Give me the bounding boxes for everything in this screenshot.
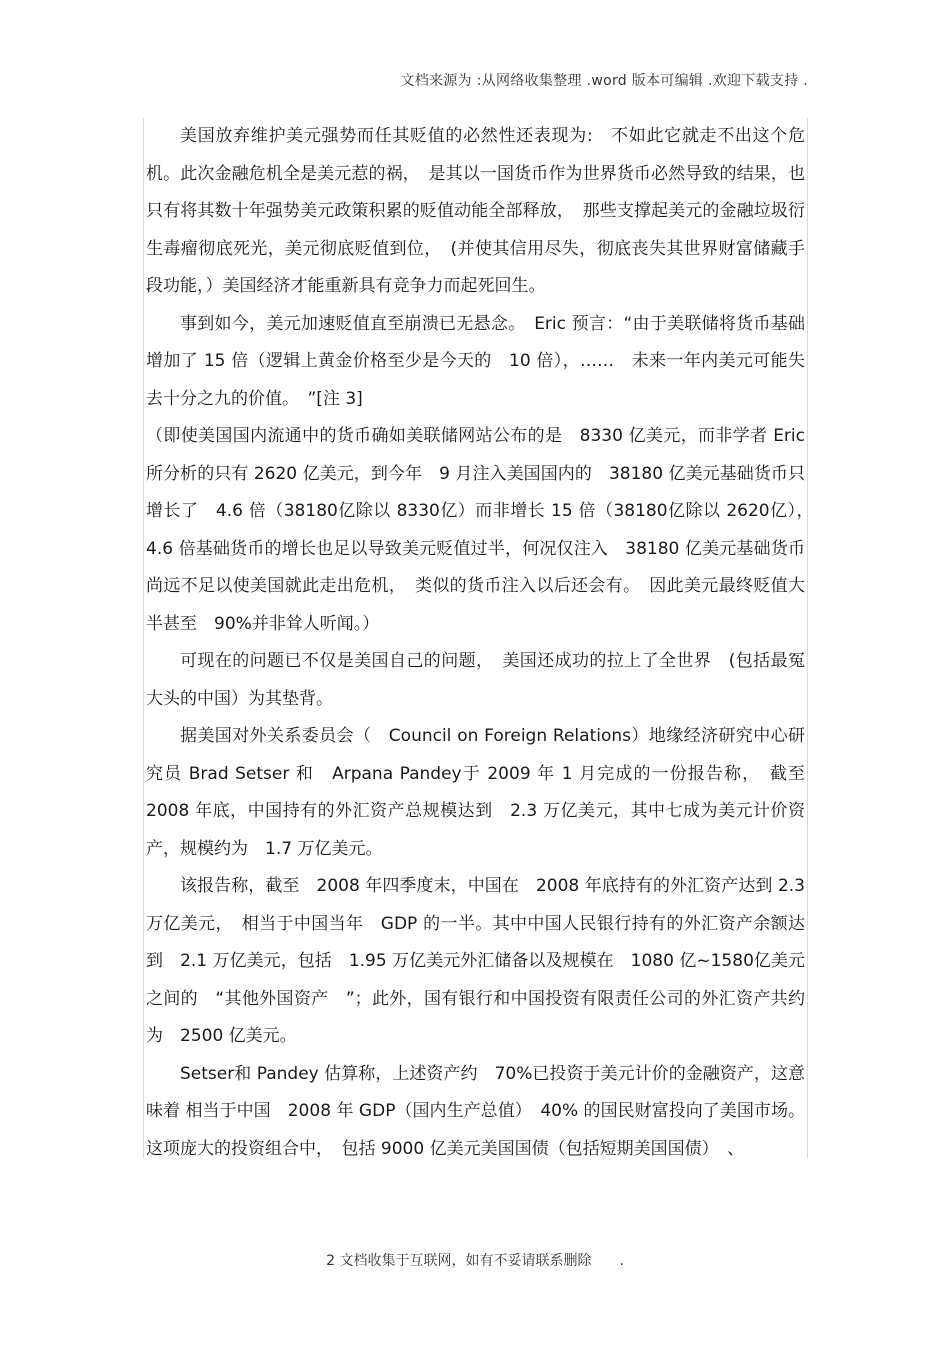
paragraph-2: 事到如今，美元加速贬值直至崩溃已无悬念。 Eric 预言：“由于美联储将货币基础增加了 15 倍（逻辑上黄金价格至少是今天的 10 倍），…… 未来一年内美元可能失去十分之九的价值。 ”[注 3] [146,313,805,409]
paragraph-6: 该报告称，截至 2008 年四季度末，中国在 2008 年底持有的外汇资产达到 2.3 万亿美元， 相当于中国当年 GDP 的一半。其中中国人民银行持有的外汇资产余额达到 2.1 万亿美元，包括 1.95 万亿美元外汇储备以及规模在 1080 亿~1580亿美元之间的 “其他外国资产 ”；此外，国有银行和中国投资有限责任公司的外汇资产共约为 2500 亿美元。 [146,876,805,1046]
paragraph-5: 据美国对外关系委员会（ Council on Foreign Relations）地缘经济研究中心研究员 Brad Setser 和 Arpana Pandey于 2009 年 1 月完成的一份报告称， 截至 2008 年底，中国持有的外汇资产总规模达到 2.3 万亿美元，其中七成为美元计价资产，规模约为 1.7 万亿美元。 [146,726,805,859]
paragraph-1: 美国放弃维护美元强势而任其贬值的必然性还表现为: 不如此它就走不出这个危机。此次金融危机全是美元惹的祸， 是其以一国货币作为世界货币必然导致的结果，也只有将其数十年强势美元政策积累的贬值动能全部释放， 那些支撑起美元的金融垃圾衍生毒瘤彻底死光，美元彻底贬值到位， (并使其信用尽失，彻底丧失其世界财富储藏手段功能，）美国经济才能重新具有竞争力而起死回生。 [146,126,805,296]
page-header: 文档来源为 :从网络收集整理 .word 版本可编辑 .欢迎下载支持 . [400,73,808,89]
paragraph-7: Setser和 Pandey 估算称，上述资产约 70%已投资于美元计价的金融资产，这意味着 相当于中国 2008 年 GDP（国内生产总值） 40% 的国民财富投向了美国市场。这项庞大的投资组合中， 包括 9000 亿美元美国国债（包括短期美国国债） 、 [146,1063,805,1159]
paragraph-3: （即使美国国内流通中的货币确如美联储网站公布的是 8330 亿美元，而非学者 Eric 所分析的只有 2620 亿美元，到今年 9 月注入美国国内的 38180 亿美元基础货币只增长了 4.6 倍（38180亿除以 8330亿）而非增长 15 倍（38180亿除以 2620亿）， 4.6 倍基础货币的增长也足以导致美元贬值过半，何况仅注入 38180 亿美元基础货币尚远不足以使美国就此走出危机， 类似的货币注入以后还会有。 因此美元最终贬值大半甚至 90%并非耸人听闻。） [146,426,822,634]
page-footer: 2 文档收集于互联网，如有不妥请联系删除 . [326,1253,624,1269]
paragraph-4: 可现在的问题已不仅是美国自己的问题， 美国还成功的拉上了全世界 (包括最冤大头的中国）为其垫背。 [146,651,805,709]
document-body [143,118,822,1159]
